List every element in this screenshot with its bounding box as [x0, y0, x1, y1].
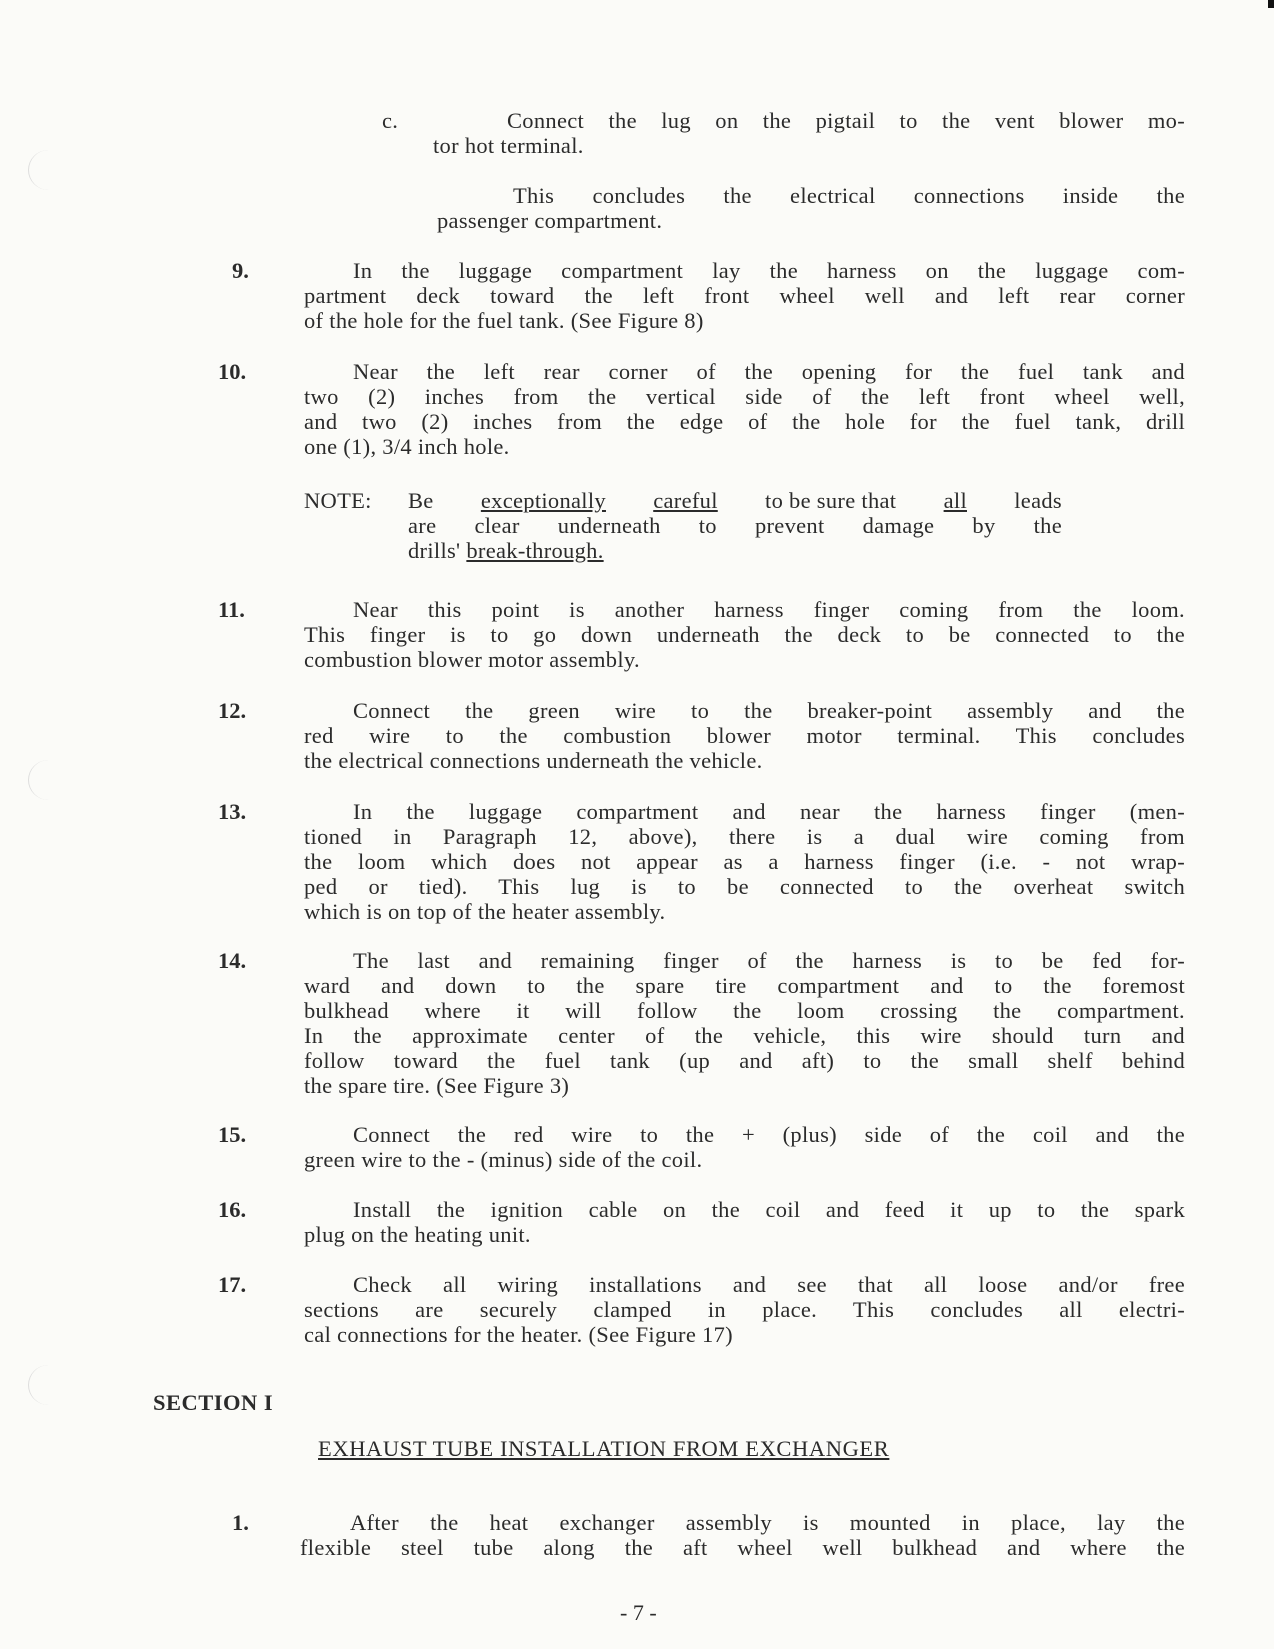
- note-emphasis: break-through.: [466, 538, 604, 563]
- paragraph-11-line: This finger is to go down underneath the deck to be connected to the: [304, 622, 1185, 647]
- item-c-label: c.: [382, 108, 399, 133]
- paragraph-9-number: 9.: [232, 258, 249, 283]
- paragraph-15-line: Connect the red wire to the + (plus) side of the coil and the: [353, 1122, 1185, 1147]
- paragraph-9-line: of the hole for the fuel tank. (See Figure 8): [304, 308, 704, 333]
- binder-hole-mark: [28, 1365, 69, 1405]
- section-item-1-line: After the heat exchanger assembly is mounted in place, lay the: [350, 1510, 1185, 1535]
- paragraph-14-line: bulkhead where it will follow the loom crossing the compartment.: [304, 998, 1185, 1023]
- paragraph-10-line: one (1), 3/4 inch hole.: [304, 434, 510, 459]
- paragraph-16-line: plug on the heating unit.: [304, 1222, 531, 1247]
- note-emphasis: all: [943, 488, 967, 513]
- paragraph-12-line: Connect the green wire to the breaker-point assembly and the: [353, 698, 1185, 723]
- paragraph-13-line: the loom which does not appear as a harness finger (i.e. - not wrap-: [304, 849, 1185, 874]
- item-c-line2: tor hot terminal.: [433, 133, 584, 158]
- paragraph-14-number: 14.: [218, 948, 247, 973]
- paragraph-13-line: In the luggage compartment and near the harness finger (men-: [353, 799, 1185, 824]
- paragraph-14-line: The last and remaining finger of the harness is to be fed for-: [353, 948, 1185, 973]
- paragraph-17-line: sections are securely clamped in place. This concludes all electri-: [304, 1297, 1185, 1322]
- paragraph-13-line: tioned in Paragraph 12, above), there is a dual wire coming from: [304, 824, 1185, 849]
- item-c-conclusion-line2: passenger compartment.: [437, 208, 663, 233]
- paragraph-16-number: 16.: [218, 1197, 247, 1222]
- paragraph-17-line: cal connections for the heater. (See Figure 17): [304, 1322, 733, 1347]
- paragraph-12-number: 12.: [218, 698, 247, 723]
- scan-edge-mark: [1268, 0, 1274, 8]
- paragraph-14-line: follow toward the fuel tank (up and aft) to the small shelf behind: [304, 1048, 1185, 1073]
- note-word: Be: [408, 488, 434, 513]
- section-label: SECTION I: [153, 1390, 274, 1415]
- paragraph-13-line: ped or tied). This lug is to be connected to the overheat switch: [304, 874, 1185, 899]
- paragraph-10-line: and two (2) inches from the edge of the hole for the fuel tank, drill: [304, 409, 1185, 434]
- paragraph-15-number: 15.: [218, 1122, 247, 1147]
- note-line2: are clear underneath to prevent damage by the: [408, 513, 1062, 538]
- note-word: leads: [1014, 488, 1062, 513]
- paragraph-13-line: which is on top of the heater assembly.: [304, 899, 666, 924]
- note-line3: [408, 538, 604, 563]
- paragraph-17-number: 17.: [218, 1272, 247, 1297]
- binder-hole-mark: [28, 150, 69, 190]
- paragraph-17-line: Check all wiring installations and see that all loose and/or free: [353, 1272, 1185, 1297]
- note-emphasis: exceptionally: [480, 488, 606, 513]
- paragraph-11-line: Near this point is another harness finger coming from the loom.: [353, 597, 1185, 622]
- note-word: to be sure that: [765, 488, 897, 513]
- paragraph-16-line: Install the ignition cable on the coil and feed it up to the spark: [353, 1197, 1185, 1222]
- paragraph-9-line: In the luggage compartment lay the harness on the luggage com-: [353, 258, 1185, 283]
- paragraph-12-line: the electrical connections underneath the vehicle.: [304, 748, 763, 773]
- note-line1: [408, 488, 1062, 513]
- paragraph-11-line: combustion blower motor assembly.: [304, 647, 640, 672]
- paragraph-11-number: 11.: [218, 597, 245, 622]
- binder-hole-mark: [28, 760, 69, 800]
- note-emphasis: careful: [653, 488, 718, 513]
- paragraph-10-line: two (2) inches from the vertical side of the left front wheel well,: [304, 384, 1185, 409]
- paragraph-9-line: partment deck toward the left front wheel well and left rear corner: [304, 283, 1185, 308]
- item-c-line1: Connect the lug on the pigtail to the vent blower mo-: [507, 108, 1185, 133]
- note-word: drills': [408, 538, 461, 563]
- item-c-conclusion-line1: This concludes the electrical connections inside the: [513, 183, 1185, 208]
- page-number: - 7 -: [620, 1600, 657, 1625]
- paragraph-10-line: Near the left rear corner of the opening for the fuel tank and: [353, 359, 1185, 384]
- section-item-1-number: 1.: [232, 1510, 249, 1535]
- paragraph-14-line: the spare tire. (See Figure 3): [304, 1073, 570, 1098]
- paragraph-10-number: 10.: [218, 359, 247, 384]
- section-item-1-line: flexible steel tube along the aft wheel well bulkhead and where the: [300, 1535, 1185, 1560]
- paragraph-13-number: 13.: [218, 799, 247, 824]
- paragraph-14-line: ward and down to the spare tire compartment and to the foremost: [304, 973, 1185, 998]
- section-heading: EXHAUST TUBE INSTALLATION FROM EXCHANGER: [318, 1436, 890, 1461]
- paragraph-14-line: In the approximate center of the vehicle, this wire should turn and: [304, 1023, 1185, 1048]
- paragraph-15-line: green wire to the - (minus) side of the coil.: [304, 1147, 703, 1172]
- note-label: NOTE:: [304, 488, 372, 513]
- paragraph-12-line: red wire to the combustion blower motor terminal. This concludes: [304, 723, 1185, 748]
